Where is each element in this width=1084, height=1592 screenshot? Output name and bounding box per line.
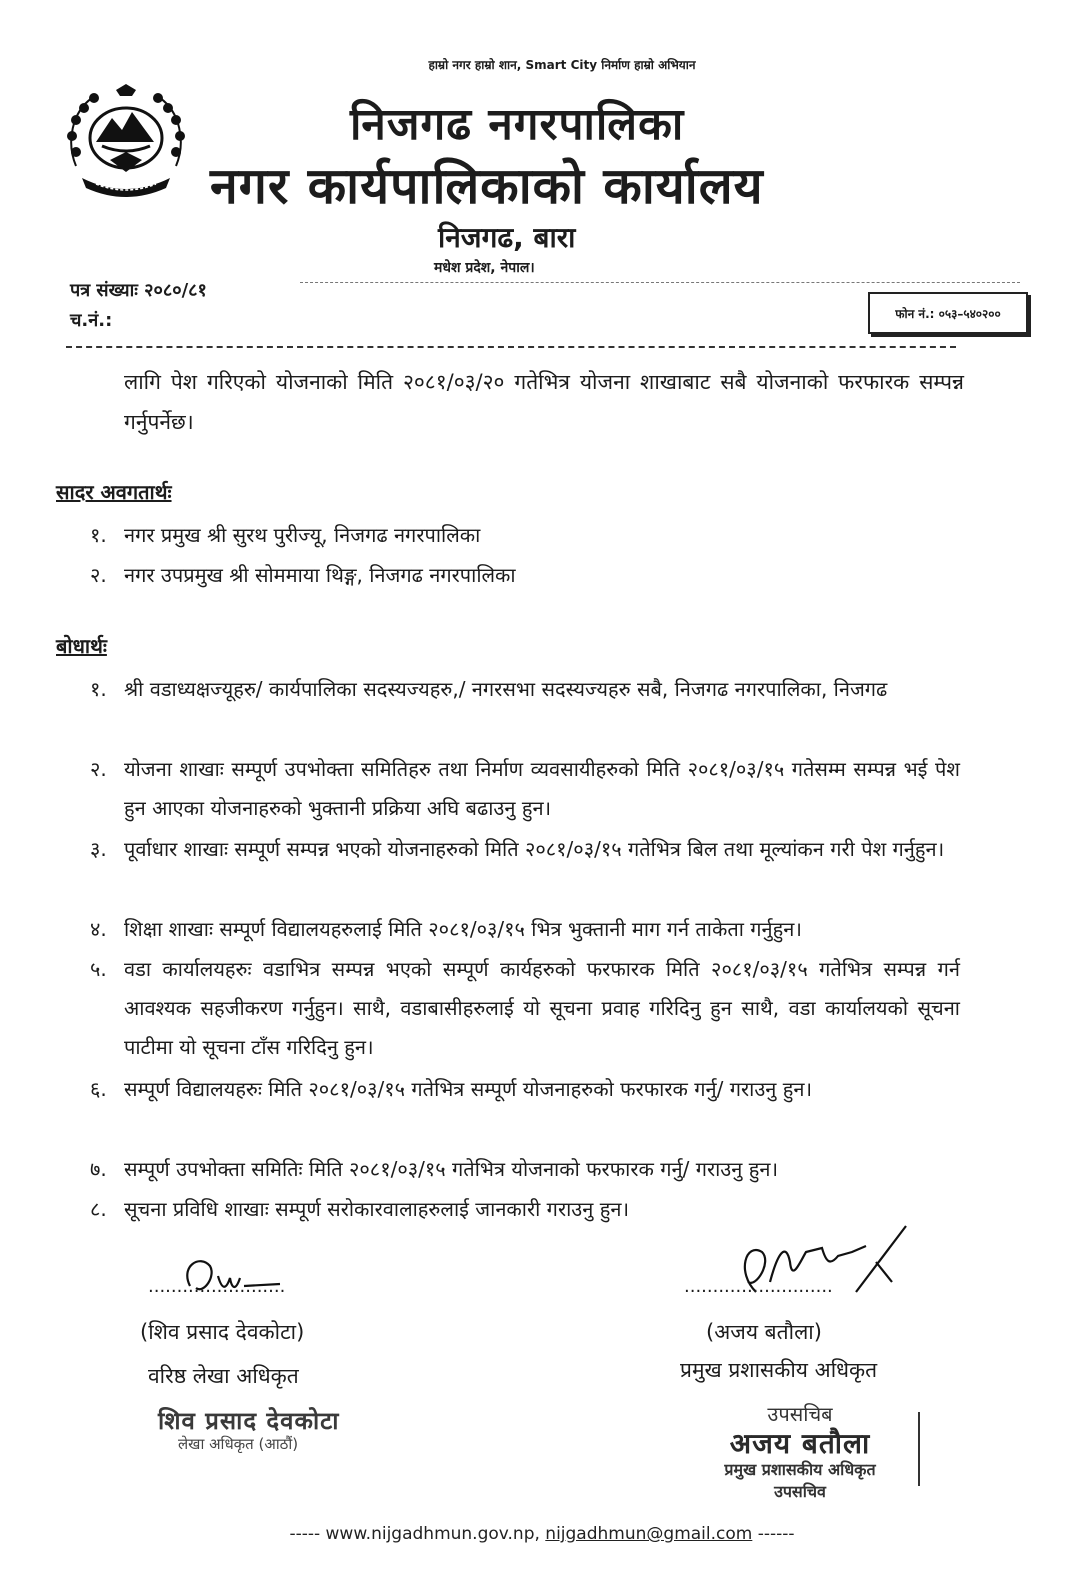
footer-dashes-right: ------ [757, 1524, 795, 1544]
item-text: योजना शाखाः सम्पूर्ण उपभोक्ता समितिहरु तथा निर्माण व्यवसायीहरुको मिति २०८१/०३/१५ गतेसम्म सम्पन्न भई पेश हुन आएका योजनाहरुको भुक्तानी प्रक्रिया अघि बढाउनु हुन। [124, 757, 960, 820]
slogan: हाम्रो नगर हाम्रो शान, Smart City निर्माण हाम्रो अभियान [428, 58, 696, 72]
stamp-right-name: अजय बतौला [729, 1427, 871, 1460]
signature-right-icon [726, 1222, 916, 1312]
signatory-left-title: वरिष्ठ लेखा अधिकृत [148, 1364, 299, 1388]
signature-right-dots: .......................... [684, 1276, 833, 1297]
footer [0, 1524, 1084, 1544]
item-number: २. [90, 757, 107, 781]
header-divider [300, 282, 1020, 283]
item-text: सम्पूर्ण उपभोक्ता समितिः मिति २०८१/०३/१५ गतेभित्र योजनाको फरफारक गर्नु/ गराउनु हुन। [124, 1157, 779, 1181]
office-name: नगर कार्यपालिकाको कार्यालय [210, 157, 764, 215]
cc-heading: सादर अवगतार्थः [56, 480, 172, 504]
dispatch-number: च.नं.: [70, 310, 113, 331]
item-text: श्री वडाध्यक्षज्यूहरु/ कार्यपालिका सदस्यज्यहरु,/ नगरसभा सदस्यज्यहरु सबै, निजगढ नगरपालिका, निजगढ [124, 677, 888, 701]
stamp-right-title: प्रमुख प्रशासकीय अधिकृत [724, 1460, 876, 1479]
signatory-left-name: (शिव प्रसाद देवकोटा) [140, 1320, 305, 1344]
item-number: ८. [90, 1197, 107, 1221]
list-item [90, 910, 960, 949]
intro-paragraph: लागि पेश गरिएको योजनाको मिति २०८१/०३/२० गतेभित्र योजना शाखाबाट सबै योजनाको फरफारक सम्पन्न गर्नुपर्नेछ। [124, 370, 964, 434]
item-text: वडा कार्यालयहरुः वडाभित्र सम्पन्न भएको सम्पूर्ण कार्यहरुको फरफारक मिति २०८१/०३/१५ गतेभित्र सम्पन्न गर्न आवश्यक सहजीकरण गर्नुहुन। साथै, वडाबासीहरुलाई यो सूचना प्रवाह गरिदिनु हुन साथै, वडा कार्यालयको सूचना पाटीमा यो सूचना टाँस गरिदिनु हुन। [124, 957, 960, 1059]
province-country: मधेश प्रदेश, नेपाल। [434, 260, 535, 276]
signatory-right-title: प्रमुख प्रशासकीय अधिकृत [680, 1358, 878, 1382]
letter-number: पत्र संख्याः २०८०/८१ [70, 280, 207, 301]
list-item [90, 1070, 960, 1109]
main-divider [66, 346, 956, 348]
item-text: नगर उपप्रमुख श्री सोममाया थिङ्ग, निजगढ नगरपालिका [124, 563, 516, 587]
item-number: ६. [90, 1077, 107, 1101]
item-number: ४. [90, 917, 107, 941]
item-number: २. [90, 563, 107, 587]
stamp-right-rank2: उपसचिव [774, 1482, 826, 1501]
stamp-right-border [918, 1412, 920, 1486]
signature-left-dots: ........................ [148, 1276, 286, 1297]
list-item [90, 670, 960, 709]
item-number: ५. [90, 957, 107, 981]
info-heading: बोधार्थः [56, 634, 107, 658]
list-item [90, 830, 960, 869]
item-text: सम्पूर्ण विद्यालयहरुः मिति २०८१/०३/१५ गतेभित्र सम्पूर्ण योजनाहरुको फरफारक गर्नु/ गराउनु हुन। [124, 1077, 813, 1101]
item-text: नगर प्रमुख श्री सुरथ पुरीज्यू, निजगढ नगरपालिका [124, 523, 481, 547]
list-item [90, 1150, 960, 1189]
municipality-name: निजगढ नगरपालिका [350, 99, 685, 150]
list-item [90, 950, 960, 1067]
stamp-right-rank: उपसचिब [767, 1402, 833, 1426]
office-location: निजगढ, बारा [438, 221, 576, 254]
nepal-emblem-icon [62, 82, 190, 202]
footer-dashes-left: ----- [289, 1524, 321, 1544]
item-text: पूर्वाधार शाखाः सम्पूर्ण सम्पन्न भएको योजनाहरुको मिति २०८१/०३/१५ गतेभित्र बिल तथा मूल्यांकन गरी पेश गर्नुहुन। [124, 837, 945, 861]
item-number: १. [90, 677, 107, 701]
phone-box [868, 292, 1028, 334]
list-item [90, 516, 960, 555]
stamp-left-title: लेखा अधिकृत (आठौं) [178, 1435, 299, 1453]
item-number: १. [90, 523, 107, 547]
footer-email[interactable]: nijgadhmun@gmail.com [545, 1524, 753, 1544]
item-text: शिक्षा शाखाः सम्पूर्ण विद्यालयहरुलाई मिति २०८१/०३/१५ भित्र भुक्तानी माग गर्न ताकेता गर्नुहुन। [124, 917, 802, 941]
footer-website[interactable]: www.nijgadhmun.gov.np, [325, 1524, 540, 1544]
signatory-right-name: (अजय बतौला) [706, 1320, 822, 1344]
phone-number: फोन नं.: ०५३–५४०२०० [895, 306, 1001, 321]
list-item [90, 556, 960, 595]
list-item [90, 750, 960, 828]
stamp-left-name: शिव प्रसाद देवकोटा [158, 1407, 340, 1435]
item-number: ३. [90, 837, 107, 861]
item-text: सूचना प्रविधि शाखाः सम्पूर्ण सरोकारवालाहरुलाई जानकारी गराउनु हुन। [124, 1197, 630, 1221]
item-number: ७. [90, 1157, 107, 1181]
